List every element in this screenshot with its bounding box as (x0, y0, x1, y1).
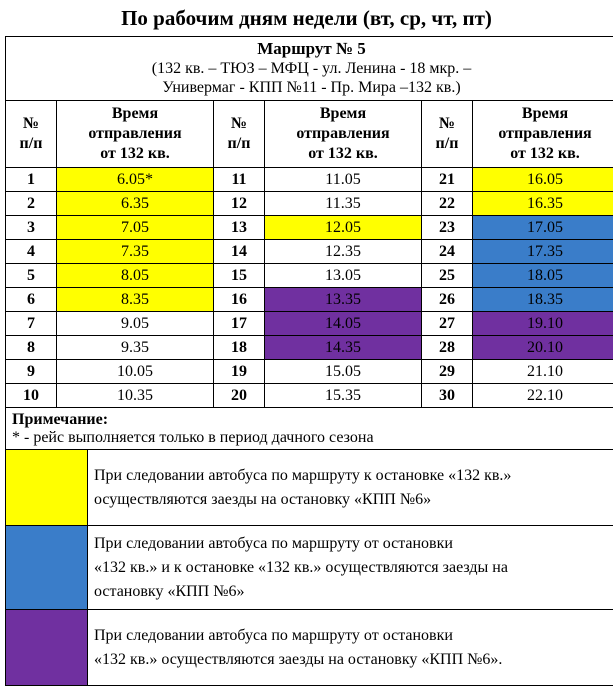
departure-time: 10.35 (57, 384, 214, 408)
trip-number: 23 (422, 216, 473, 240)
trip-number: 11 (214, 168, 265, 192)
legend-yellow-line1: При следовании автобуса по маршруту к остановке «132 кв.» (94, 467, 511, 484)
departure-time: 14.35 (265, 336, 422, 360)
col-header-time: Время отправления от 132 кв. (57, 101, 214, 168)
col-header-time: Время отправления от 132 кв. (473, 101, 613, 168)
legend-text (88, 610, 613, 686)
column-header-row (6, 101, 613, 168)
departure-time: 6.05* (57, 168, 214, 192)
legend-swatch-yellow (6, 450, 88, 526)
legend-swatch-purple (6, 610, 88, 686)
trip-number: 19 (214, 360, 265, 384)
schedule-rows (6, 168, 613, 408)
trip-number: 6 (6, 288, 57, 312)
trip-number: 5 (6, 264, 57, 288)
table-row (6, 240, 613, 264)
trip-number: 14 (214, 240, 265, 264)
legend-blue-line1: При следовании автобуса по маршруту от остановки (94, 535, 453, 552)
trip-number: 29 (422, 360, 473, 384)
trip-number: 15 (214, 264, 265, 288)
departure-time: 8.35 (57, 288, 214, 312)
note-heading: Примечание: (12, 411, 613, 429)
trip-number: 9 (6, 360, 57, 384)
trip-number: 10 (6, 384, 57, 408)
departure-time: 9.35 (57, 336, 214, 360)
trip-number: 24 (422, 240, 473, 264)
legend-purple-line1: При следовании автобуса по маршруту от остановки (94, 627, 453, 644)
legend-yellow-line2: осуществляются заезды на остановку «КПП №6» (94, 491, 431, 508)
trip-number: 18 (214, 336, 265, 360)
table-row (6, 336, 613, 360)
trip-number: 21 (422, 168, 473, 192)
departure-time: 16.35 (473, 192, 613, 216)
departure-time: 21.10 (473, 360, 613, 384)
departure-time: 17.05 (473, 216, 613, 240)
col-header-num: № п/п (6, 101, 57, 168)
trip-number: 28 (422, 336, 473, 360)
table-row (6, 384, 613, 408)
departure-time: 15.05 (265, 360, 422, 384)
trip-number: 16 (214, 288, 265, 312)
trip-number: 1 (6, 168, 57, 192)
trip-number: 4 (6, 240, 57, 264)
table-row (6, 216, 613, 240)
departure-time: 15.35 (265, 384, 422, 408)
departure-time: 11.05 (265, 168, 422, 192)
departure-time: 18.35 (473, 288, 613, 312)
trip-number: 8 (6, 336, 57, 360)
departure-time: 18.05 (473, 264, 613, 288)
legend-purple-line2: «132 кв.» осуществляются заезды на остановку «КПП №6». (94, 651, 502, 668)
departure-time: 10.05 (57, 360, 214, 384)
trip-number: 2 (6, 192, 57, 216)
trip-number: 22 (422, 192, 473, 216)
note-text: * - рейс выполняется только в период дачного сезона (12, 429, 613, 447)
col-header-num: № п/п (214, 101, 265, 168)
trip-number: 13 (214, 216, 265, 240)
legend-row (6, 526, 613, 610)
departure-time: 9.05 (57, 312, 214, 336)
departure-time: 17.35 (473, 240, 613, 264)
legend-row (6, 450, 613, 526)
trip-number: 25 (422, 264, 473, 288)
route-path-line2: Универмаг - КПП №11 - Пр. Мира –132 кв.) (162, 79, 460, 96)
route-path-line1: (132 кв. – ТЮЗ – МФЦ - ул. Ленина - 18 мкр. – (152, 60, 472, 77)
col-header-time: Время отправления от 132 кв. (265, 101, 422, 168)
trip-number: 30 (422, 384, 473, 408)
schedule-table (5, 36, 613, 408)
trip-number: 17 (214, 312, 265, 336)
departure-time: 12.05 (265, 216, 422, 240)
trip-number: 20 (214, 384, 265, 408)
table-row (6, 312, 613, 336)
departure-time: 13.05 (265, 264, 422, 288)
legend-table (5, 449, 613, 686)
departure-time: 19.10 (473, 312, 613, 336)
departure-time: 14.05 (265, 312, 422, 336)
legend-blue-line3: остановку «КПП №6» (94, 583, 245, 600)
departure-time: 20.10 (473, 336, 613, 360)
route-name: Маршрут № 5 (257, 39, 366, 58)
route-header (6, 37, 613, 101)
legend-blue-line2: «132 кв.» и к остановке «132 кв.» осуществляются заезды на (94, 559, 508, 576)
table-row (6, 168, 613, 192)
departure-time: 6.35 (57, 192, 214, 216)
table-row (6, 192, 613, 216)
note-section (5, 408, 613, 449)
departure-time: 16.05 (473, 168, 613, 192)
trip-number: 26 (422, 288, 473, 312)
legend-text (88, 450, 613, 526)
table-row (6, 360, 613, 384)
table-row (6, 264, 613, 288)
departure-time: 11.35 (265, 192, 422, 216)
legend-text (88, 526, 613, 610)
departure-time: 12.35 (265, 240, 422, 264)
trip-number: 12 (214, 192, 265, 216)
legend-swatch-blue (6, 526, 88, 610)
page-title: По рабочим дням недели (вт, ср, чт, пт) (0, 0, 613, 36)
departure-time: 8.05 (57, 264, 214, 288)
departure-time: 22.10 (473, 384, 613, 408)
trip-number: 3 (6, 216, 57, 240)
trip-number: 27 (422, 312, 473, 336)
trip-number: 7 (6, 312, 57, 336)
departure-time: 7.05 (57, 216, 214, 240)
col-header-num: № п/п (422, 101, 473, 168)
legend-row (6, 610, 613, 686)
departure-time: 13.35 (265, 288, 422, 312)
schedule-frame (5, 36, 613, 686)
departure-time: 7.35 (57, 240, 214, 264)
table-row (6, 288, 613, 312)
